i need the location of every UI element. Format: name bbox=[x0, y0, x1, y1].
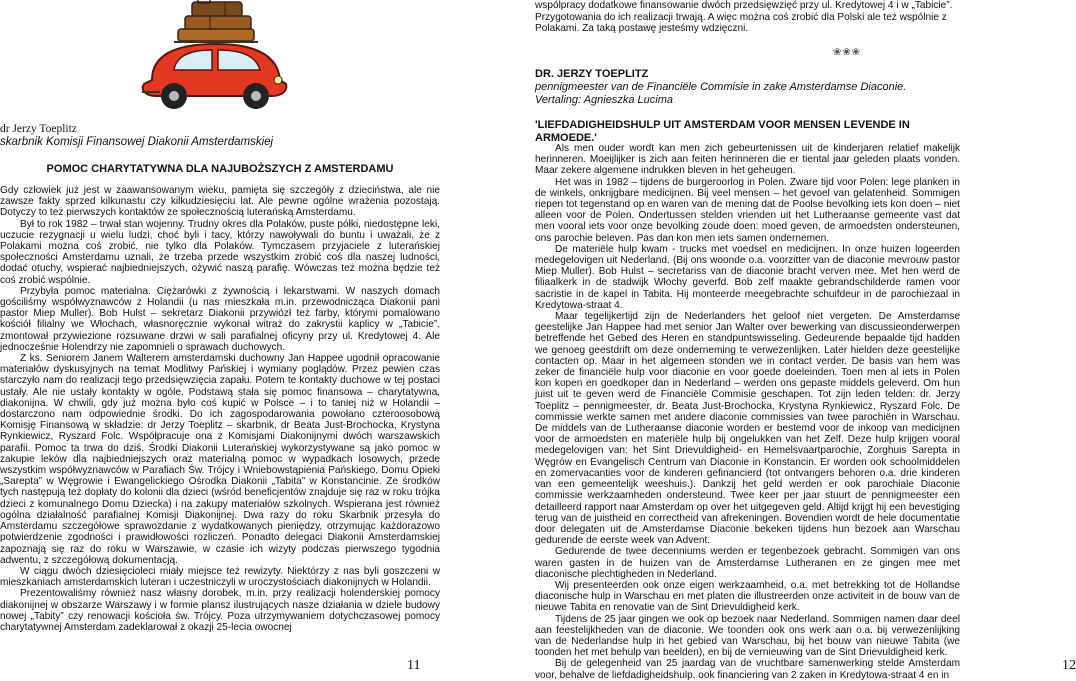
paragraph: Był to rok 1982 – trwał stan wojenny. Trudny okres dla Polaków, puste półki, niedostępne leki, uczucie rezygnacji u wielu ludzi, choć byli i tacy, którzy nawoływali do buntu i uważali, że z Polakami można coś zrobić, nie tylko dla Polaków. Tymczasem przyjaciele z luterańskiej społeczności Amsterdamu uznali, że trzeba przede wszystkim zrobić coś dla naszej ludności, dodać otuchy, wspierać najbiedniejszych, ożywić naszą parafię. Wówczas też można będzie też coś zrobić wspólnie. bbox=[0, 218, 440, 286]
left-article bbox=[0, 123, 440, 633]
car-with-luggage-illustration bbox=[130, 0, 298, 112]
paragraph: W ciągu dwóch dziesięcioleci miały miejsce też rewizyty. Niektórzy z nas byli goszczeni w mieszkaniach amsterdamskich luteran i uczestniczyli w uroczystościach diakonijnych w Holandii. bbox=[0, 565, 440, 589]
paragraph: Prezentowaliśmy również nasz własny dorobek, m.in. przy realizacji holenderskiej pomocy diakonijnej w obszarze Warszawy i w formie plansz ilustrujących nasze działania w dziele budowy nowej „Tabity” czy renowacji kościoła św. Trójcy. Poza utrzymywaniem dotychczasowej pomocy charytatywnej Amsterdam zadeklarował z okazji 25-lecia owocnej bbox=[0, 588, 440, 633]
flower-ornament-icon: ❀❀❀ bbox=[833, 47, 862, 58]
paragraph: Przybyła pomoc materialna. Ciężarówki z żywnością i lekarstwami. W naszych domach gościliśmy współwyznawców z Holandii (u nas mieszkała m.in. przewodnicząca Diakonii pani pastor Miep Muller). Bob Hulst – sekretarz Diakonii przywiózł też farby, którymi pomalowano kościół filialny we Włochach, własnoręcznie wykonał witraż do zakrystii kaplicy w „Tabicie”, zmontował przywiezione rozsuwane drzwi w sali parafialnej oficyny przy ul. Kredytowej 4. Ale jednocześnie Holendrzy nie zapomnieli o sprawach duchowych. bbox=[0, 285, 440, 353]
article-body bbox=[535, 143, 960, 681]
right-page bbox=[530, 0, 1076, 681]
article-title: 'LIEFDADIGHEIDSHULP UIT AMSTERDAM VOOR MENSEN LEVENDE IN ARMOEDE.' bbox=[535, 119, 910, 144]
author-name: dr Jerzy Toeplitz bbox=[0, 123, 77, 135]
page-number: 12 bbox=[1062, 658, 1076, 673]
paragraph: Tijdens de 25 jaar gingen we ook op bezoek naar Nederland. Sommigen namen daar deel aan feestelijkheden van de diaconie. We toonden ook ons werk aan o.a. bij verwezenlijking van de Nederlandse hulp in het gebied van Warschau, bij het bouw van nieuwe Tabita (we toonden het met behulp van beelden), en bij de vernieuwing van de Sint Drievuldigheid kerk. bbox=[535, 613, 960, 659]
paragraph: Maar tegelijkertijd zijn de Nederlanders het geloof niet vergeten. De Amsterdamse geestelijke Jan Happee had met senior Jan Walter over bewerking van discussieonderwerpen betreffende het Gebed des Heren en standpuntswisseling. Gedeurende bepaalde tijd hadden we genoeg geestdrift om deze onderneming te verwezenlijken. Later hielden deze geestelijke contacten op. Maar in het algemeen stonden we in contact verder. De basis van hem was zeker de financiële hulp voor diaconie en voor goede doeleinden. Toen men al iets in Polen kon kopen en goedkoper dan in Nederland – werden ons gepaste middels geleverd. Om hun juist uit te geven werd de Financiële Commisie geschapen. Tot zijn leden telden: dr. Jerzy Toeplitz – pennigmeester, dr. Beata Just-Brochocka, Krystyna Rynkiewicz, Ryszard Folc. De commissie werkte samen met andere diaconie commissies van twee parochiën in Warschau. De middels van de Lutheraanse diaconie worden er bestemd voor de inkoop van medicijnen voor de armoedsten en materiële hulp bij ongelukken van het Zelf. Deze hulp krijgen vooral medegelovigen van: het Sint Drievuldigheid- en Hemelsvaartparochie, Zorghuis Sarepta in Węgrów en Evangelisch Centrum van Diaconie in Konstancin. Er worden ook schoolmiddelen en zomervacanties voor de kinderen gefinancierd (tot ontvangers behoren o.a. drie kinderen van een gemeentelijk weeshuis.). Dankzij het geld werden er ook parochiale Diaconie commissie werkzaamheden ondersteund. Twee keer per jaar stuurt de pennigmeester een detailleerd rapport naar Amsterdam op over het uitgegeven geld. Altijd krijgt hij een bevestiging terug van de juistheid en correctheid van afrekeningen. Bovendien wordt de hele documentatie door delegaten uit de Amsterdamse Diaconie bekeken tijdens hun bezoek aan Warschau gedurende de eerste week van Advent. bbox=[535, 311, 960, 547]
page-number: 11 bbox=[407, 658, 421, 673]
paragraph: Z ks. Seniorem Janem Walterem amsterdamski duchowny Jan Happee ugodnił opracowanie materiałów dyskusyjnych na temat Modlitwy Pańskiej i wymiany poglądów. Przez pewien czas starczyło nam do realizacji tego przedsięwzięcia zapału. Potem te kontakty duchowe w tej postaci ustały. Ale nie ustały kontakty w ogóle. Podstawą stała się pomoc finansowa – charytatywna, diakonijna. W chwili, gdy już można było coś kupić w Polsce – i to taniej niż w Holandii – dostarczono nam odpowiednie środki. Do ich zagospodarowania powołano czteroosobową Komisję Finansową w składzie: dr Jerzy Toeplitz – skarbnik, dr Beata Just-Brochocka, Krystyna Rynkiewicz, Ryszard Folc. Współpracuje ona z Komisjami Diakonijnymi dwóch warszawskich parafii. Pomoc ta trwa do dziś. Środki Diakonii Luterańskiej wykorzystywane są jako pomoc w zakupie leków dla najbiedniejszych oraz materialną pomoc w wypadkach losowych, przede wszystkim współwyznawców w Parafiach Św. Trójcy i Wniebowstąpienia Pańskiego, Domu Opieki „Sarepta” w Węgrowie i Ewangelickiego Ośrodka Diakonii „Tabita” w Konstancinie. Ze środków tych następują też dopłaty do kolonii dla dzieci (wśród beneficjentów znajduje się raz w roku trójka dzieci z komunalnego Domu Dziecka) i na zakupy materiałów szkolnych. Wspierana jest również ogólna działalność parafialnej Komisji Diakonijnej. Dwa razy do roku Skarbnik przesyła do Amsterdamu szczegółowe sprawozdanie z wydatkowanych pieniędzy, otrzymując każdorazowo potwierdzenie zgodności i prawidłowości rozliczeń. Ponadto delegaci Diakonii Amsterdamskiej zapoznają się raz do roku w Warszawie, w czasie ich wizyty podczas pierwszego tygodnia adwentu, z szczegółową dokumentacją. bbox=[0, 353, 440, 566]
author-name: DR. JERZY TOEPLITZ bbox=[535, 68, 649, 80]
paragraph: Gedurende de twee decenniums werden er tegenbezoek gebracht. Sommigen van ons waren gasten in de huizen van de Amsterdamse Lutheranen en ze gingen mee met diaconische plechtigheden in Nederland. bbox=[535, 546, 960, 580]
translator: Vertaling: Agnieszka Lucima bbox=[535, 94, 673, 106]
article-title: POMOC CHARYTATYWNA DLA NAJUBOŻSZYCH Z AMSTERDAMU bbox=[46, 163, 394, 175]
continued-text: wspólpracy dodatkowe finansowanie dwóch przedsięwzięć przy ul. Kredytowej 4 i w „Tabicie”. Przygotowania do ich realizacji trwają. A więc można coś zrobić dla Polski ale też wspólnie z Polakami. Za taką postawę jesteśmy wdzięczni. bbox=[535, 0, 953, 34]
paragraph: Het was in 1982 – tijdens de burgeroorlog in Polen. Zware tijd voor Polen: lege planken in de winkels, onkrijgbare medicijnen. Bij veel mensen – het gevoel van gelatenheid. Sommigen riepen tot tegenstand op en waren van de mening dat de Poolse bevolking iets kon doen – niet alleen voor de Polen. Ondertussen stelden vrienden uit het Lutheraanse gemeente vast dat men vooral iets voor onze bevolking zoude doen: moed geven, de armoedsten ondersteunen, ons parochie beleven. Pas dan kon men iets samen ondernemen. bbox=[535, 176, 960, 244]
paragraph: Bij de gelegenheid van 25 jaardag van de vruchtbare samenwerking stelde Amsterdam voor, behalve de liefdadigheidshulp, ook financiering van 2 zaken in Kredytowa-straat 4 en in bbox=[535, 658, 960, 681]
right-author-block bbox=[535, 68, 960, 107]
paragraph: De materiële hulp kwam - trucks met voedsel en medicijnen. In onze huizen logeerden medegelovigen uit Nederland. (Bij ons woonde o.a. voorzitter van de diaconie mevrouw pastor Miep Muller). Bob Hulst – secretariss van de diaconie bracht verven mee. Met hen werd de filiaalkerk in de stadwijk Włochy geverfd. Bob zelf maakte gebrandschilderde ramen voor sacristie in de kapel in Tabita. Hij monteerde meegebrachte schuifdeur in de parochiezaal in Kredytowa-straat 4. bbox=[535, 243, 960, 311]
article-body bbox=[0, 185, 440, 633]
paragraph: Als men ouder wordt kan men zich gebeurtenissen uit de kinderjaren relatief makelijk herinneren. Moeijlijker is zich aan feiten herinneren die er tiental jaar geleden plaats vonden. Maar zekere algemene indrukken bleven in het geheugen. bbox=[535, 143, 960, 177]
paragraph: Gdy człowiek już jest w zaawansowanym wieku, pamięta się szczegóły z dzieciństwa, ale nie zawsze fakty sprzed kilkunastu czy kilkudziesięciu lat. Ale pewne ogólne wrażenia pozostają. Dotyczy to też pierwszych kontaktów ze społecznością luterańską Amsterdamu. bbox=[0, 185, 440, 219]
left-page bbox=[0, 0, 440, 674]
author-role: pennigmeester van de Financiële Commisie in zake Amsterdamse Diaconie. bbox=[535, 81, 907, 93]
paragraph: Wij presenteerden ook onze eigen werkzaamheid, o.a. met betrekking tot de Hollandse diaconische hulp in Warschau en met platen die illustreerden onze activiteit in de bouw van de nieuwe Tabita en renovatie van de Sint Drievuldigheid kerk. bbox=[535, 579, 960, 614]
author-role: skarbnik Komisji Finansowej Diakonii Amsterdamskiej bbox=[0, 136, 274, 148]
